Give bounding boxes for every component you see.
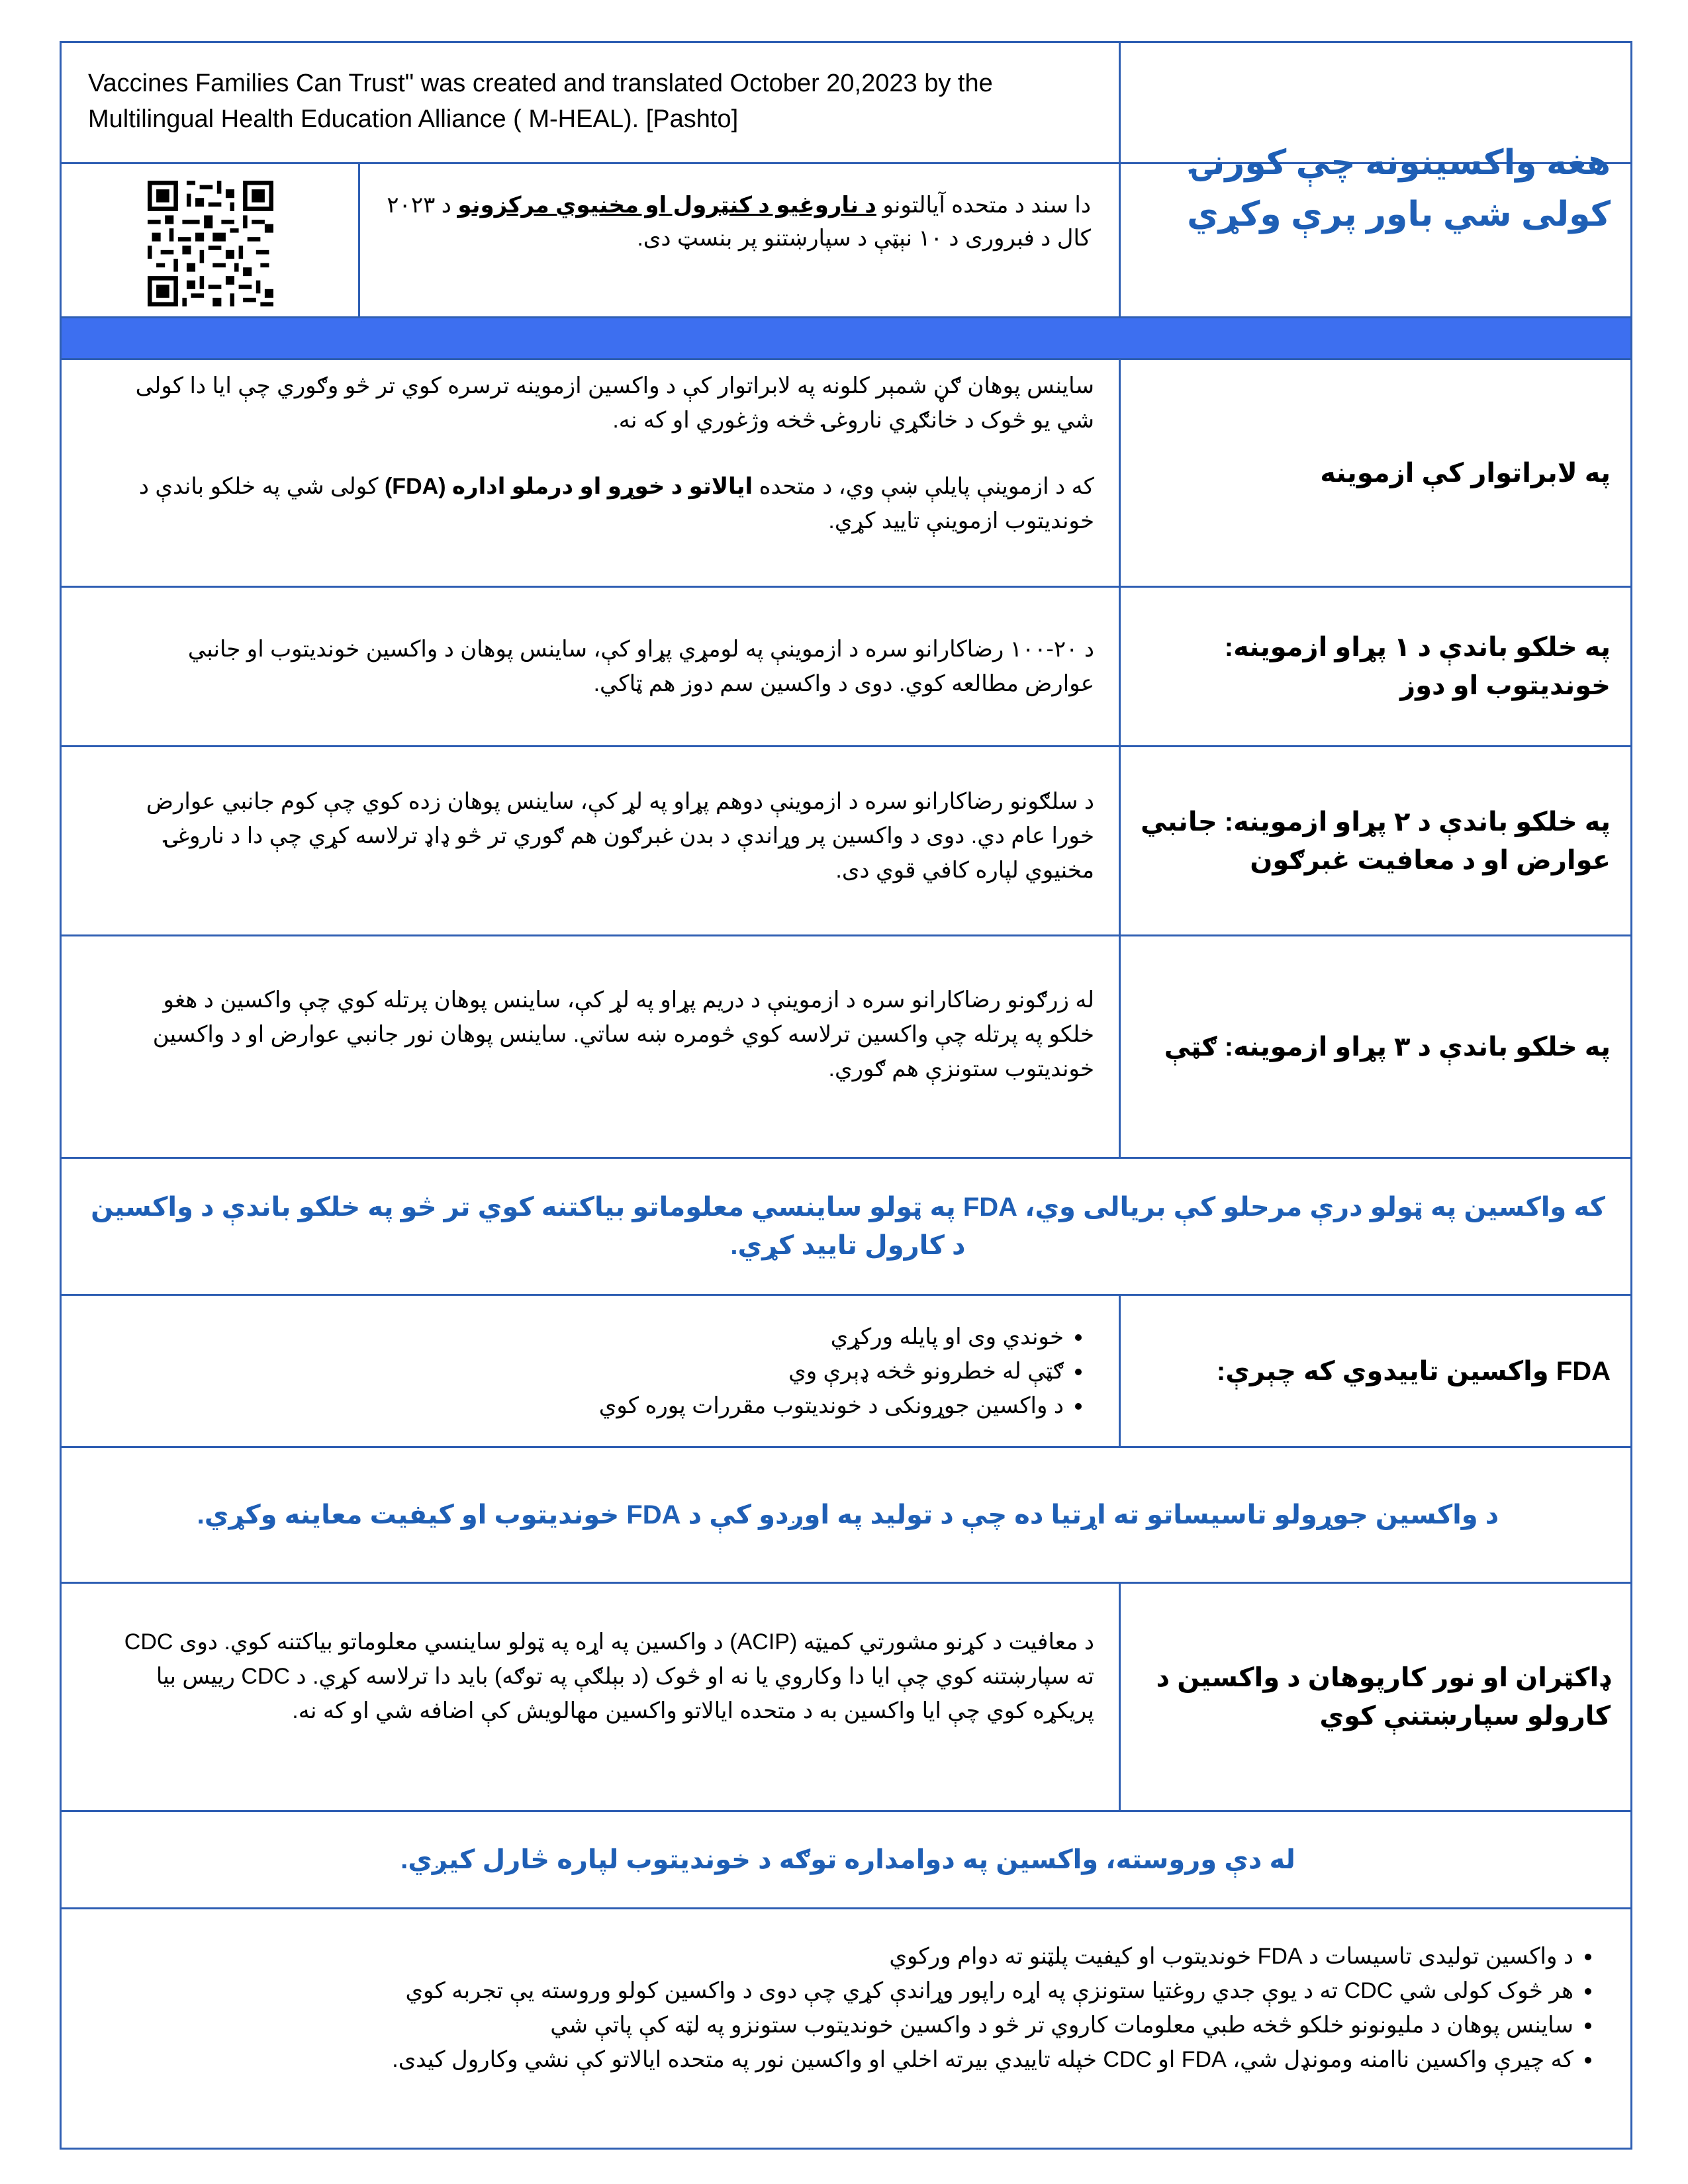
header-color-bar	[62, 318, 1630, 358]
page-title: هغه واکسینونه چې کورنۍ کولی شي باور پرې وکړي	[1187, 144, 1611, 234]
qr-code-icon	[148, 181, 273, 306]
banner-monitoring	[88, 1812, 1608, 1907]
row-label-phase-2	[1134, 747, 1611, 934]
row-body-recommendations: د معافیت د کړنو مشورتي کمیټه (ACIP) د واکسین په اړه په ټولو ساینسي معلوماتو بیاکتنه کوي. دوی CDC ته سپارښتنه کوي چې ایا دا وکاروي یا نه او څوک (د بېلګې په توګه) باید دا ترلاسه کړي. د CDC رییس بیا پریکړه کوي چې ایا واکسین به د متحده ایالاتو واکسین مهالویش کې اضافه شي او که نه.	[124, 1629, 1094, 1723]
list-item: • خوندي وی او پایله ورکړي	[115, 1320, 1064, 1354]
row-label-phase-3	[1134, 936, 1611, 1157]
divider	[358, 162, 360, 316]
banner-text: د واکسین جوړولو تاسیساتو ته اړتیا ده چې د تولید په اوږدو کې د FDA خوندیتوب او کیفیت معاینه وکړي.	[197, 1500, 1499, 1529]
title-cell	[1134, 122, 1611, 255]
row-label-text: په خلکو باندې د ۱ پړاو ازموینه: خوندیتوب او دوز	[1224, 633, 1611, 700]
banner-text: له دې وروسته، واکسین په دوامداره توګه د خوندیتوب لپاره څارل کیږي.	[400, 1845, 1295, 1874]
row-body-phase-2: د سلګونو رضاکارانو سره د ازموینې دوهم پړاو په لړ کې، ساینس پوهان زده کوي چې کوم جانبي عوارض خورا عام دي. دوی د واکسین پر وړاندې د بدن غبرګون هم ګوري تر څو ډاډ ترلاسه کړي چې دا د ناروغۍ مخنیوي لپاره کافي قوي دی.	[146, 789, 1094, 883]
paragraph: ساینس پوهان ګڼ شمېر کلونه په لابراتوار کې د واکسین ازموینه ترسره کوي تر څو وګوري چې ایا دا کولی شي یو څوک د خانګړي ناروغۍ څخه وژغوري او که نه.	[135, 373, 1094, 433]
list-item: • هر څوک کولی شي CDC ته د یوې جدي روغتیا ستونزې په اړه راپور وړاندې کړي چې دوی د واکسین کولو وروسته یې تجربه کوي	[115, 1974, 1573, 2008]
banner-facility-inspection	[88, 1448, 1608, 1582]
cdc-link[interactable]: د ناروغیو د کنټرول او مخنیوي مرکزونو	[457, 193, 876, 218]
text-span: که د ازموینې پایلې ښې وي، د متحده	[759, 474, 1094, 499]
row-label-text: FDA واکسین تاییدوي که چېرې:	[1216, 1356, 1611, 1386]
divider	[62, 1907, 1630, 1909]
credit-text: Vaccines Families Can Trust" was created and translated October 20,2023 by the Multilingual Health Education Alliance ( M-HEAL). [Pashto]	[88, 69, 993, 133]
banner-fda-review	[88, 1159, 1608, 1294]
banner-text: که واکسین په ټولو درې مرحلو کې بریالی وي، FDA په ټولو ساینسي معلوماتو بیاکتنه کوي تر څو په خلکو باندې د واکسین د کارول تایید کړي.	[91, 1193, 1605, 1260]
row-label-phase-1	[1134, 588, 1611, 745]
row-label-fda-approval	[1134, 1296, 1611, 1446]
fda-criteria-list	[115, 1296, 1094, 1446]
source-note-post: د ۲۰۲۳ کال د فبروری د ۱۰ نېټې د سپارښتنو پر بنسټ دی.	[387, 193, 1091, 251]
row-label-text: ډاکټران او نور کارپوهان د واکسین د کارولو سپارښتنې کوي	[1156, 1663, 1611, 1731]
text-span: کولی شي په خلکو باندې د خوندیتوب ازموینې تایید کړي.	[138, 474, 1094, 533]
list-item: • که چیرې واکسین ناامنه ومونډل شي، FDA او CDC خپله تاییدي بیرته اخلي او واکسین نور په متحده ایالاتو کې نشي وکارول کیدی.	[115, 2042, 1573, 2077]
paragraph	[115, 469, 1094, 538]
list-item: • د واکسین جوړونکی د خوندیتوب مقررات پوره کوي	[115, 1388, 1064, 1423]
divider	[1119, 43, 1121, 316]
row-body-phase-3: له زرګونو رضاکارانو سره د ازموینې د دریم پړاو په لړ کې، ساینس پوهان پرتله کوي چې واکسین د هغو خلکو په پرتله چې واکسین ترلاسه کوي څومره ښه ساتي. ساینس پوهان نور جانبي عوارض او د واکسین خوندیتوب ستونزې هم ګوري.	[152, 987, 1094, 1081]
divider	[1119, 1582, 1121, 1810]
row-label-text: په لابراتوار کې ازموینه	[1320, 458, 1611, 488]
list-item: • ګټې له خطرونو څخه ډېرې وي	[115, 1354, 1064, 1388]
source-note	[373, 189, 1091, 255]
row-label-text: په خلکو باندې د ۲ پړاو ازموینه: جانبي عوارض او د معافیت غبرګون	[1141, 807, 1611, 875]
list-item: • ساینس پوهان د ملیونونو خلکو څخه طبي معلومات کاروي تر څو د واکسین خوندیتوب ستونزو په لټه کې پاتې شي	[115, 2008, 1573, 2042]
row-label-text: په خلکو باندې د ۳ پړاو ازموینه: ګټې	[1164, 1032, 1611, 1062]
monitoring-list	[115, 1939, 1604, 2077]
document-sheet	[60, 41, 1632, 2150]
divider	[1119, 1294, 1121, 1446]
row-label-recommendations	[1134, 1584, 1611, 1810]
divider	[1119, 358, 1121, 1157]
list-item: • د واکسین تولیدی تاسیسات د FDA خوندیتوب او کیفیت پلټنو ته دوام ورکوي	[115, 1939, 1573, 1974]
row-body-phase-1: د ۲۰-۱۰۰ رضاکارانو سره د ازموینې په لومړي پړاو کې، ساینس پوهان د واکسین خوندیتوب او جانبي عوارض مطالعه کوي. دوی د واکسین سم دوز هم ټاکي.	[187, 637, 1094, 696]
source-note-pre: دا سند د متحده آیالتونو	[882, 193, 1091, 218]
row-label-lab-testing	[1134, 360, 1611, 586]
row-body-lab-testing	[115, 369, 1094, 538]
fda-name: ایالاتو د خوړو او درملو اداره (FDA)	[384, 474, 753, 499]
